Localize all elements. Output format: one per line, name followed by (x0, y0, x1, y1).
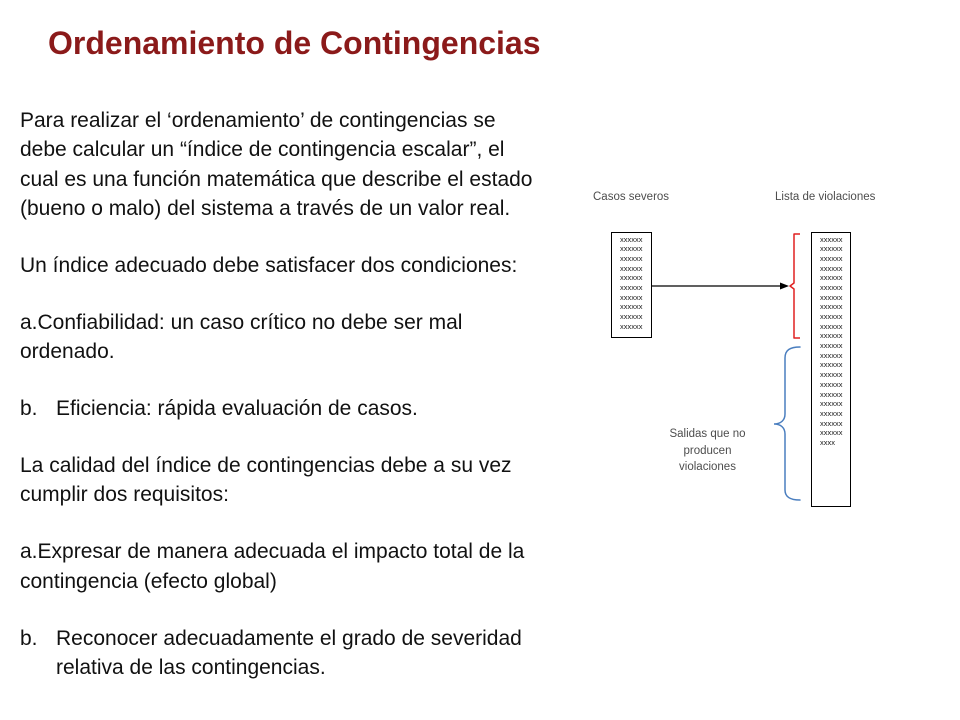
requirement-b-reconocer (20, 624, 580, 683)
violacion-item: xxxxxx (820, 341, 843, 351)
violacion-item: xxxxxx (820, 360, 843, 370)
casos-severos-item: xxxxxx (620, 253, 643, 263)
violacion-item: xxxxxx (820, 418, 843, 428)
salidas-label-line: producen (683, 444, 732, 457)
violacion-item: xxxxxx (820, 244, 843, 254)
violacion-item: xxxxxx (820, 282, 843, 292)
condition-a-confiabilidad (20, 308, 580, 367)
text-line: Eficiencia: rápida evaluación de casos. (56, 397, 418, 421)
text-line: cual es una función matemática que describe el estado (20, 167, 533, 191)
text-line: debe calcular un “índice de contingencia escalar”, el (20, 138, 505, 162)
text-line: contingencia (efecto global) (20, 569, 277, 593)
condition-b-eficiencia (20, 394, 580, 423)
violacion-item: xxxxxx (820, 253, 843, 263)
violacion-item: xxxxxx (820, 408, 843, 418)
salidas-label (653, 426, 763, 476)
text-line: ordenado. (20, 340, 115, 364)
salidas-label-line: Salidas que no (669, 428, 746, 440)
casos-severos-item: xxxxxx (620, 263, 643, 273)
lista-violaciones-box (811, 232, 851, 507)
violacion-item: xxxxxx (820, 263, 843, 273)
violacion-item: xxxxxx (820, 399, 843, 409)
text-line: Para realizar el ‘ordenamiento’ de contingencias se (20, 109, 496, 132)
text-line: a.Confiabilidad: un caso crítico no debe ser mal (20, 310, 463, 334)
violacion-item: xxxxxx (820, 292, 843, 302)
text-line: (bueno o malo) del sistema a través de un valor real. (20, 196, 511, 220)
casos-severos-label: Casos severos (593, 191, 670, 203)
salidas-label-line: violaciones (679, 461, 736, 473)
violacion-item: xxxxxx (820, 379, 843, 389)
list-marker: b. (20, 626, 38, 650)
violacion-item: xxxxxx (820, 350, 843, 360)
arrowhead-icon (780, 283, 789, 290)
violacion-item: xxxxxx (820, 234, 843, 244)
violacion-item: xxxxxx (820, 302, 843, 312)
violacion-item: xxxx (820, 437, 835, 447)
text-line: Reconocer adecuadamente el grado de severidad (56, 626, 522, 650)
text-line: a.Expresar de manera adecuada el impacto total de la (20, 540, 525, 564)
casos-severos-item: xxxxxx (620, 273, 643, 283)
casos-severos-item: xxxxxx (620, 321, 643, 331)
list-marker: b. (20, 397, 38, 421)
violacion-item: xxxxxx (820, 389, 843, 399)
text-line: Un índice adecuado debe satisfacer dos condiciones: (20, 253, 518, 277)
violacion-item: xxxxxx (820, 312, 843, 321)
violacion-item: xxxxxx (820, 428, 843, 438)
violacion-item: xxxxxx (820, 321, 843, 331)
lista-violaciones-label: Lista de violaciones (775, 191, 876, 203)
text-line: La calidad del índice de contingencias debe a su vez (20, 454, 512, 478)
casos-severos-item: xxxxxx (620, 244, 643, 254)
quality-paragraph (20, 451, 580, 510)
casos-severos-item: xxxxxx (620, 312, 643, 321)
casos-severos-item: xxxxxx (620, 292, 643, 302)
casos-severos-item: xxxxxx (620, 302, 643, 312)
violations-bracket (790, 234, 800, 338)
violacion-item: xxxxxx (820, 331, 843, 341)
casos-severos-item: xxxxxx (620, 282, 643, 292)
requirement-a-expresar (20, 537, 580, 596)
text-line: relativa de las contingencias. (56, 655, 326, 679)
casos-severos-box (611, 232, 652, 338)
slide-body (20, 106, 580, 682)
casos-severos-item: xxxxxx (620, 234, 643, 244)
violacion-item: xxxxxx (820, 370, 843, 380)
text-line: cumplir dos requisitos: (20, 483, 229, 507)
conditions-paragraph (20, 251, 580, 280)
slide-title: Ordenamiento de Contingencias (48, 25, 541, 61)
no-violations-brace (774, 347, 800, 500)
intro-paragraph (20, 106, 580, 223)
violacion-item: xxxxxx (820, 273, 843, 283)
